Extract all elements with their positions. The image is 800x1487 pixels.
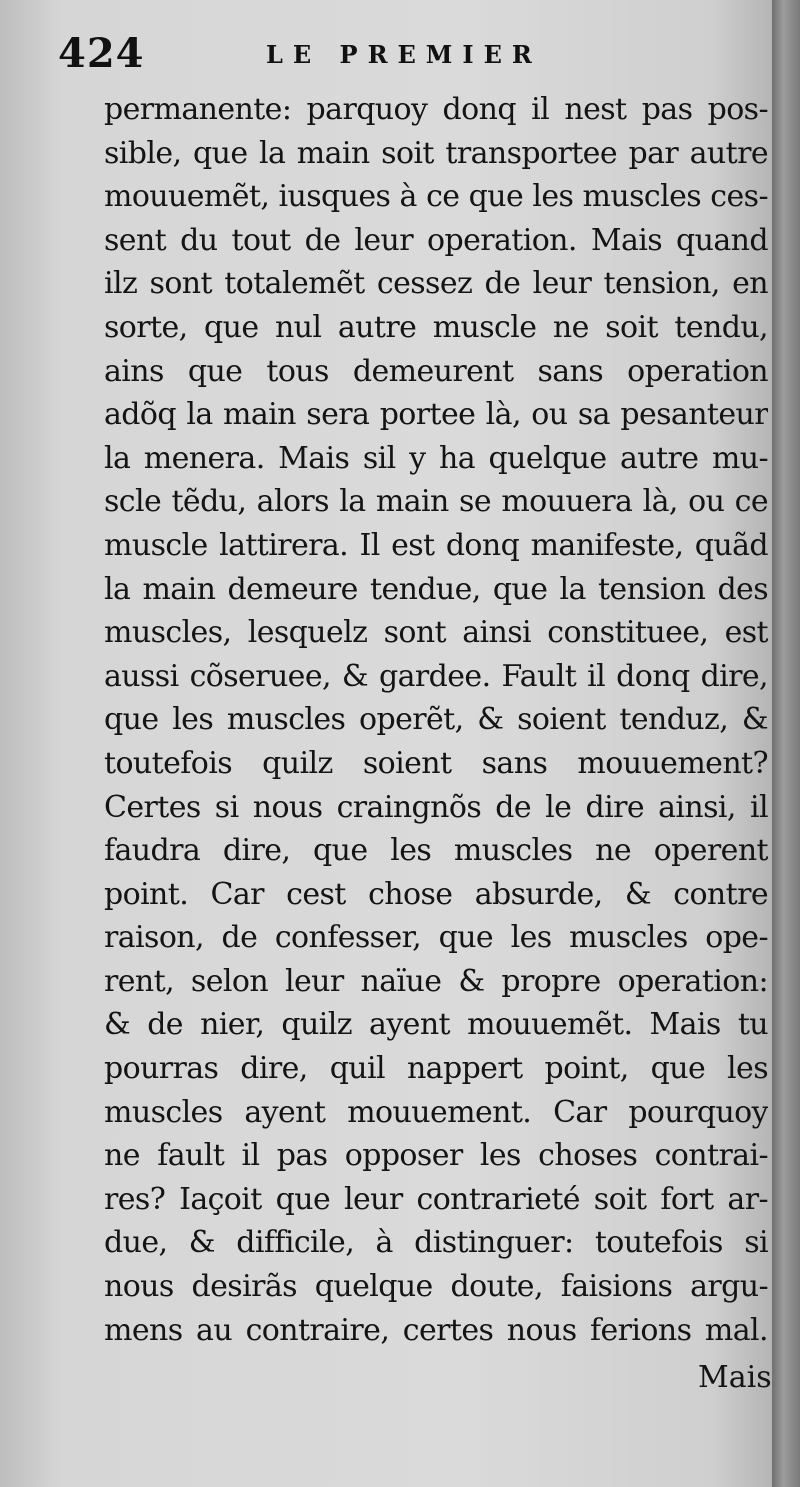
text-line: sible, que la main soit transportee par autre xyxy=(104,135,768,171)
text-line: muscles ayent mouuement. Car pourquoy xyxy=(104,1094,768,1130)
text-line: mouuemẽt, iusques à ce que les muscles ces- xyxy=(104,179,768,215)
text-line: & de nier, quilz ayent mouuemẽt. Mais tu xyxy=(104,1007,768,1043)
text-line: point. Car cest chose absurde, & contre xyxy=(104,876,768,912)
text-line: raison, de confesser, que les muscles ope- xyxy=(104,920,768,956)
text-line: ilz sont totalemẽt cessez de leur tension, en xyxy=(104,266,768,302)
page-header xyxy=(58,30,758,80)
text-line: sorte, que nul autre muscle ne soit tendu, xyxy=(104,309,768,345)
text-line: ne fault il pas opposer les choses contrai- xyxy=(104,1138,768,1174)
text-line: ains que tous demeurent sans operation xyxy=(104,353,768,389)
text-line: pourras dire, quil nappert point, que les xyxy=(104,1051,768,1087)
text-line: la main demeure tendue, que la tension des xyxy=(104,571,768,607)
text-line: muscle lattirera. Il est donq manifeste, quãd xyxy=(104,527,768,563)
text-line: rent, selon leur naïue & propre operation: xyxy=(104,963,768,999)
page-edge xyxy=(772,0,800,1487)
text-line: mens au contraire, certes nous ferions mal. xyxy=(104,1312,768,1348)
text-line: la menera. Mais sil y ha quelque autre mu- xyxy=(104,440,768,476)
text-line: que les muscles operẽt, & soient tenduz, & xyxy=(104,702,768,738)
text-line: Certes si nous craingnõs de le dire ainsi, il xyxy=(104,789,768,825)
text-line: permanente: parquoy donq il nest pas pos- xyxy=(104,92,768,127)
page-number: 424 xyxy=(58,30,145,77)
text-line: adõq la main sera portee là, ou sa pesanteur xyxy=(104,397,768,433)
body-text xyxy=(104,88,768,1352)
text-line: scle tẽdu, alors la main se mouuera là, ou ce xyxy=(104,484,768,520)
catchword: Mais xyxy=(698,1360,772,1395)
text-line: faudra dire, que les muscles ne operent xyxy=(104,833,768,869)
text-line: nous desirãs quelque doute, faisions argu- xyxy=(104,1269,768,1305)
text-line: toutefois quilz soient sans mouuement? xyxy=(104,745,768,781)
text-line: muscles, lesquelz sont ainsi constituee, est xyxy=(104,615,768,651)
text-line: sent du tout de leur operation. Mais quand xyxy=(104,222,768,258)
running-head: LE PREMIER xyxy=(266,40,542,69)
text-line: aussi cõseruee, & gardee. Fault il donq dire, xyxy=(104,658,768,694)
text-line: due, & difficile, à distinguer: toutefois si xyxy=(104,1225,768,1261)
text-line: res? Iaçoit que leur contrarieté soit fort ar- xyxy=(104,1181,768,1217)
